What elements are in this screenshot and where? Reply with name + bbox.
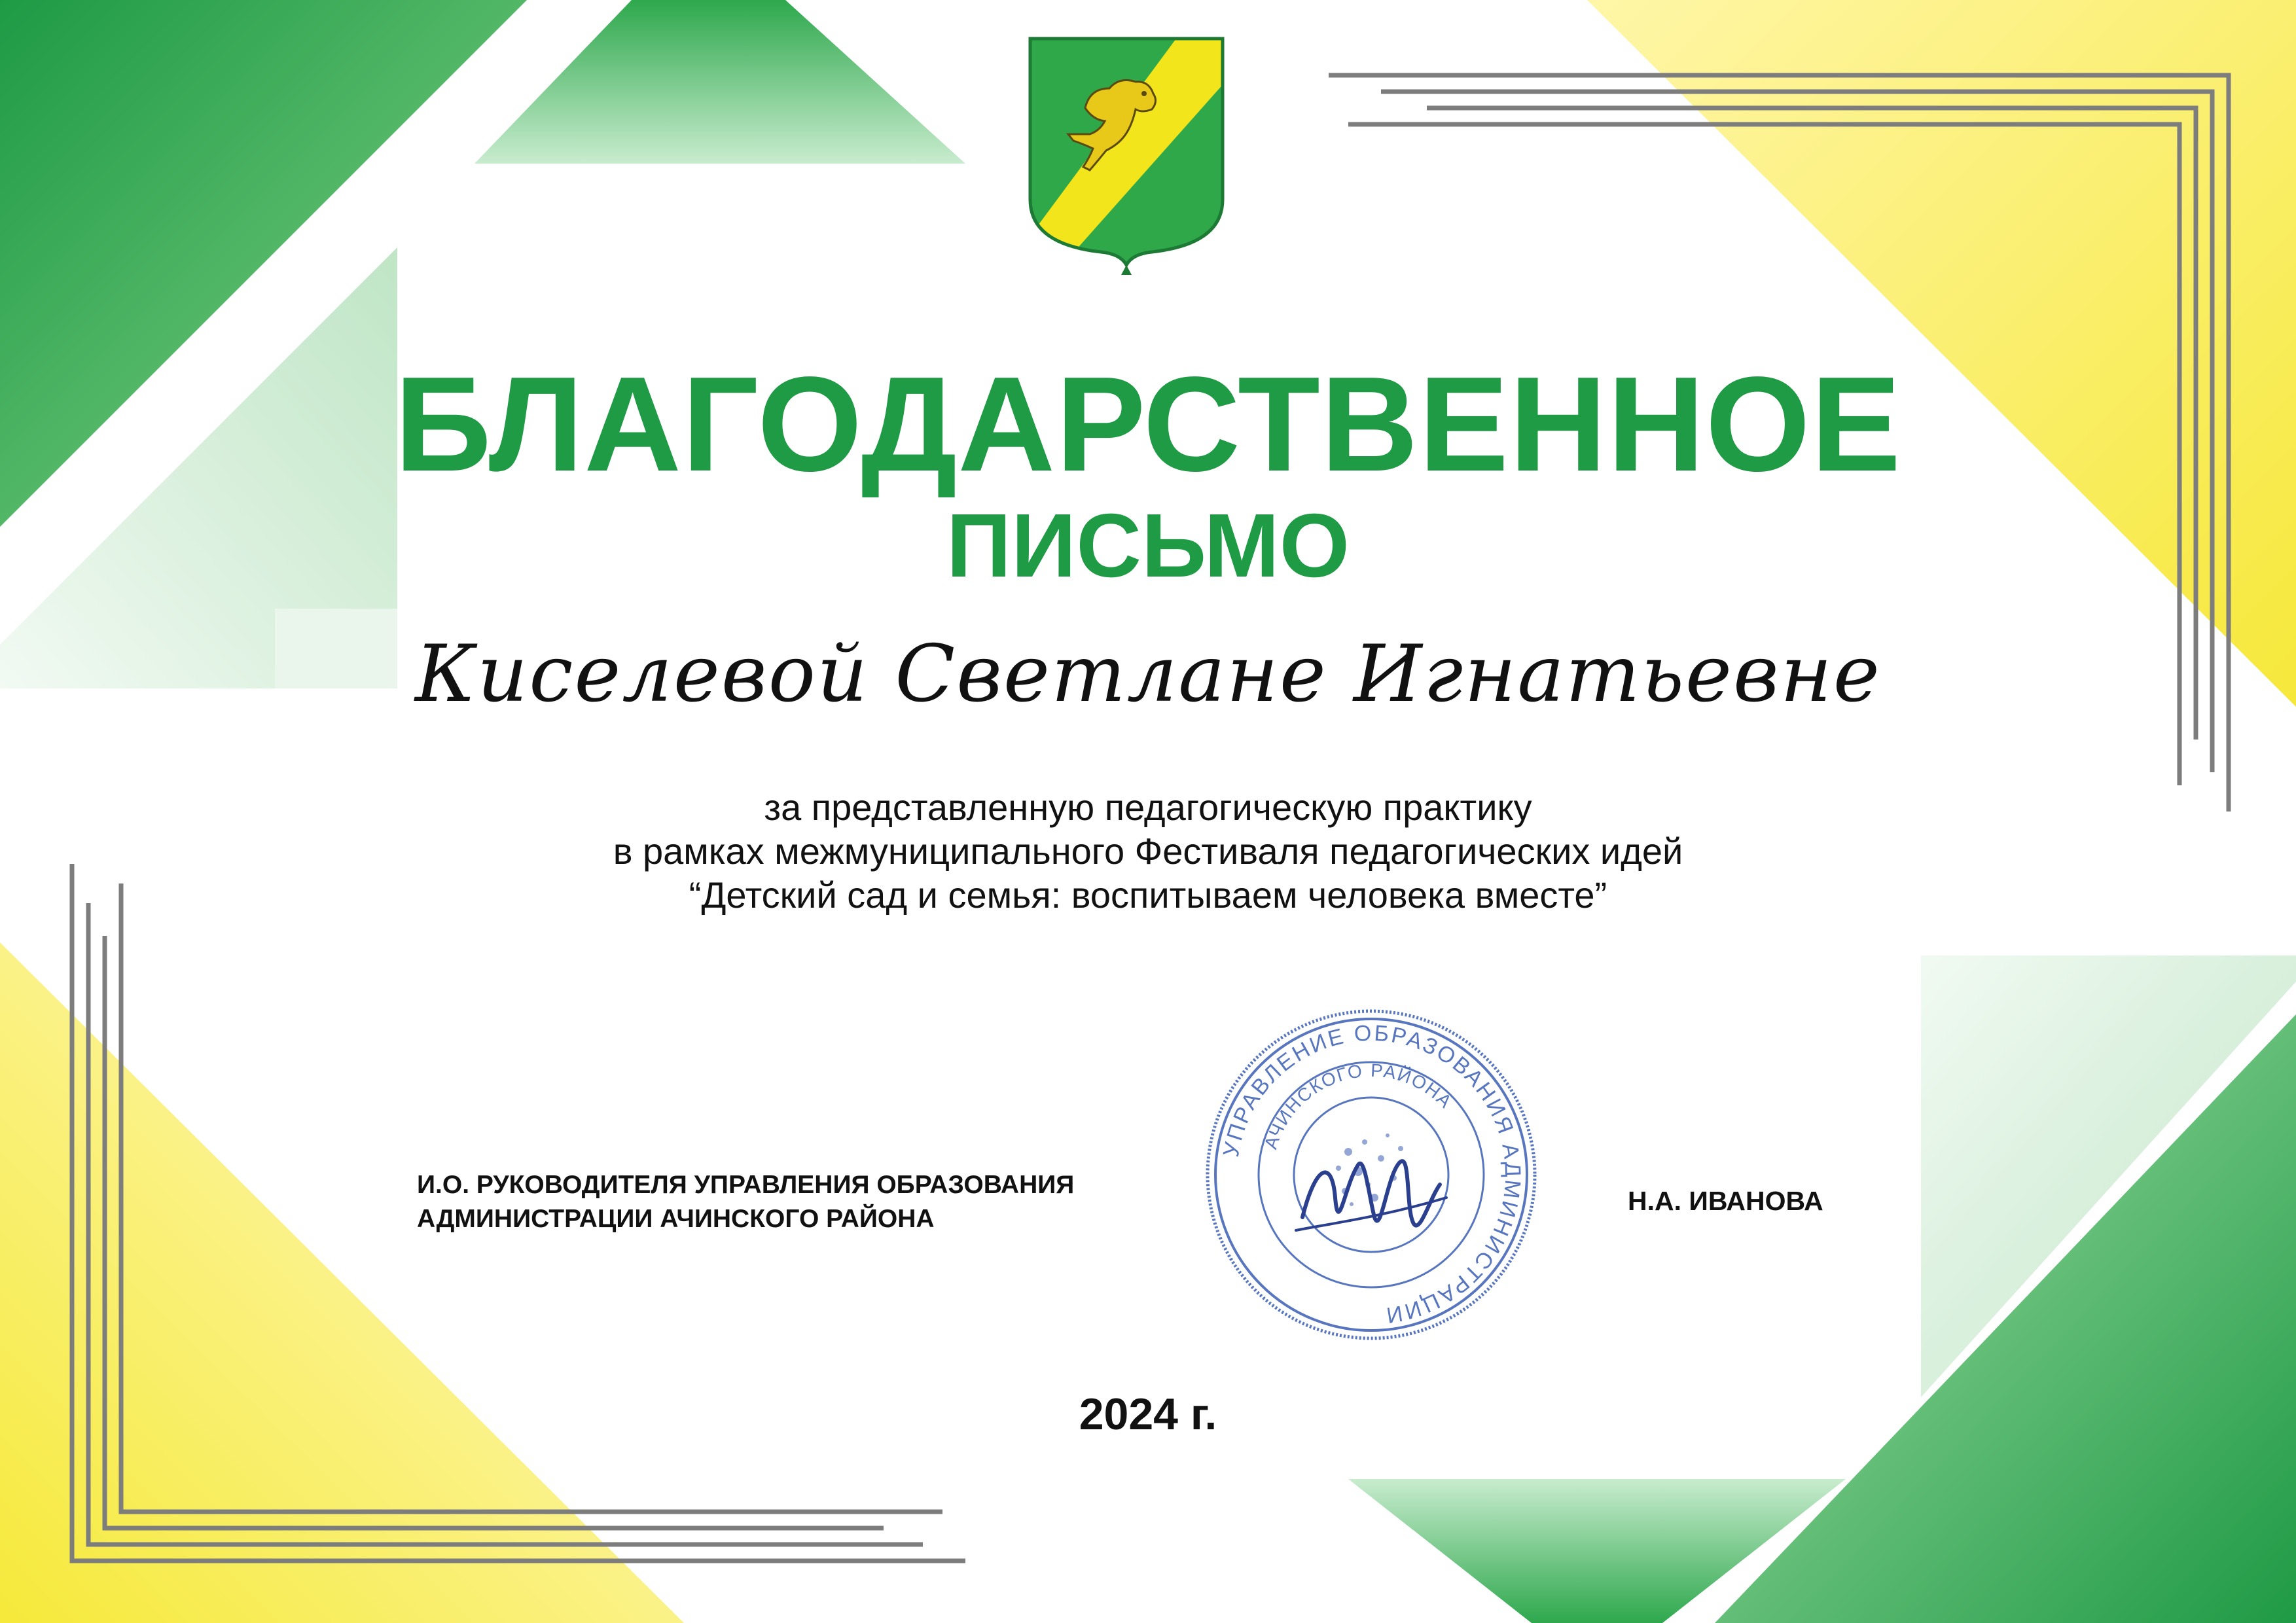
signer-title-line: И.О. РУКОВОДИТЕЛЯ УПРАВЛЕНИЯ ОБРАЗОВАНИЯ (417, 1171, 1075, 1199)
reason-line: “Детский сад и семья: воспитываем человека вместе” (689, 874, 1607, 916)
document-title: БЛАГОДАРСТВЕННОЕ (394, 349, 1902, 499)
recipient-name: Киселевой Светлане Игнатьевне (415, 629, 1881, 720)
stamp-inner-text: АЧИНСКОГО РАЙОНА (1260, 1060, 1457, 1152)
stamp-outer-text: УПРАВЛЕНИЕ ОБРАЗОВАНИЯ АДМИНИСТРАЦИИ (1218, 1020, 1526, 1329)
document-year: 2024 г. (1079, 1389, 1217, 1439)
signer-title-line: АДМИНИСТРАЦИИ АЧИНСКОГО РАЙОНА (417, 1205, 935, 1233)
signer-title (417, 1168, 1074, 1236)
official-stamp-icon (1198, 1001, 1545, 1348)
reason-text (0, 785, 2296, 917)
coat-of-arms-icon (1028, 36, 1225, 275)
reason-line: в рамках межмуниципального Фестиваля педагогических идей (613, 830, 1683, 872)
reason-line: за представленную педагогическую практику (764, 787, 1532, 828)
signer-name: Н.А. ИВАНОВА (1628, 1186, 1823, 1216)
document-subtitle: ПИСЬМО (946, 495, 1350, 596)
